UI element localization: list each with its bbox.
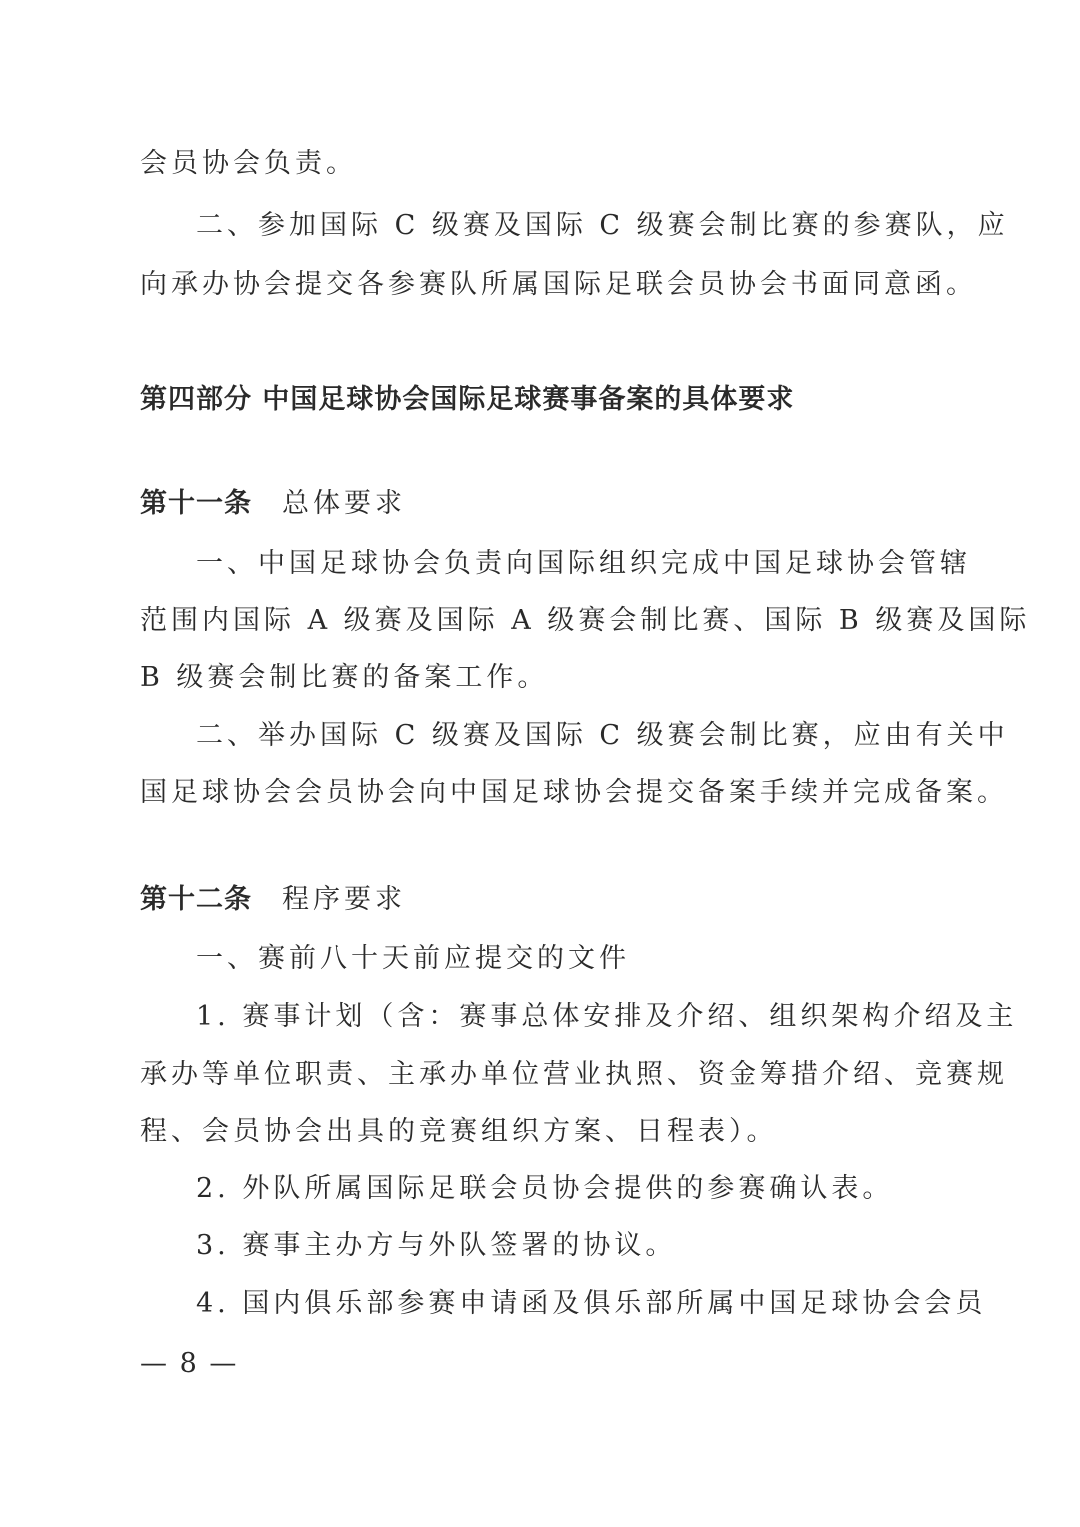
body-text-line: 向承办协会提交各参赛队所属国际足联会员协会书面同意函。	[140, 269, 977, 300]
body-text-line: 3. 赛事主办方与外队签署的协议。	[196, 1230, 677, 1261]
body-text-line: 二、举办国际 C 级赛及国际 C 级赛会制比赛，应由有关中	[196, 720, 1009, 751]
body-text-line: 2. 外队所属国际足联会员协会提供的参赛确认表。	[196, 1173, 894, 1204]
body-text-line: B 级赛会制比赛的备案工作。	[140, 662, 549, 693]
body-text-line: 范围内国际 A 级赛及国际 A 级赛会制比赛、国际 B 级赛及国际	[140, 605, 1031, 636]
article-subject: 总体要求	[282, 488, 406, 519]
body-text-line: 1. 赛事计划（含：赛事总体安排及介绍、组织架构介绍及主	[196, 1001, 1018, 1032]
body-text-line: 一、赛前八十天前应提交的文件	[196, 943, 630, 974]
body-text-line: 二、参加国际 C 级赛及国际 C 级赛会制比赛的参赛队，应	[196, 210, 1009, 241]
page-number: — 8 —	[140, 1348, 239, 1379]
article-subject: 程序要求	[282, 884, 406, 915]
article-11-heading	[140, 486, 406, 522]
article-number: 第十二条	[140, 884, 252, 915]
body-text-line: 一、中国足球协会负责向国际组织完成中国足球协会管辖	[196, 548, 971, 579]
body-text-line: 4. 国内俱乐部参赛申请函及俱乐部所属中国足球协会会员	[196, 1288, 987, 1319]
article-number: 第十一条	[140, 488, 252, 519]
body-text-line: 国足球协会会员协会向中国足球协会提交备案手续并完成备案。	[140, 777, 1008, 808]
body-text-line: 承办等单位职责、主承办单位营业执照、资金筹措介绍、竞赛规	[140, 1059, 1008, 1090]
body-text-line: 会员协会负责。	[140, 148, 357, 179]
article-12-heading	[140, 882, 406, 918]
body-text-line: 程、会员协会出具的竞赛组织方案、日程表）。	[140, 1116, 778, 1147]
part-heading: 第四部分 中国足球协会国际足球赛事备案的具体要求	[140, 384, 795, 415]
